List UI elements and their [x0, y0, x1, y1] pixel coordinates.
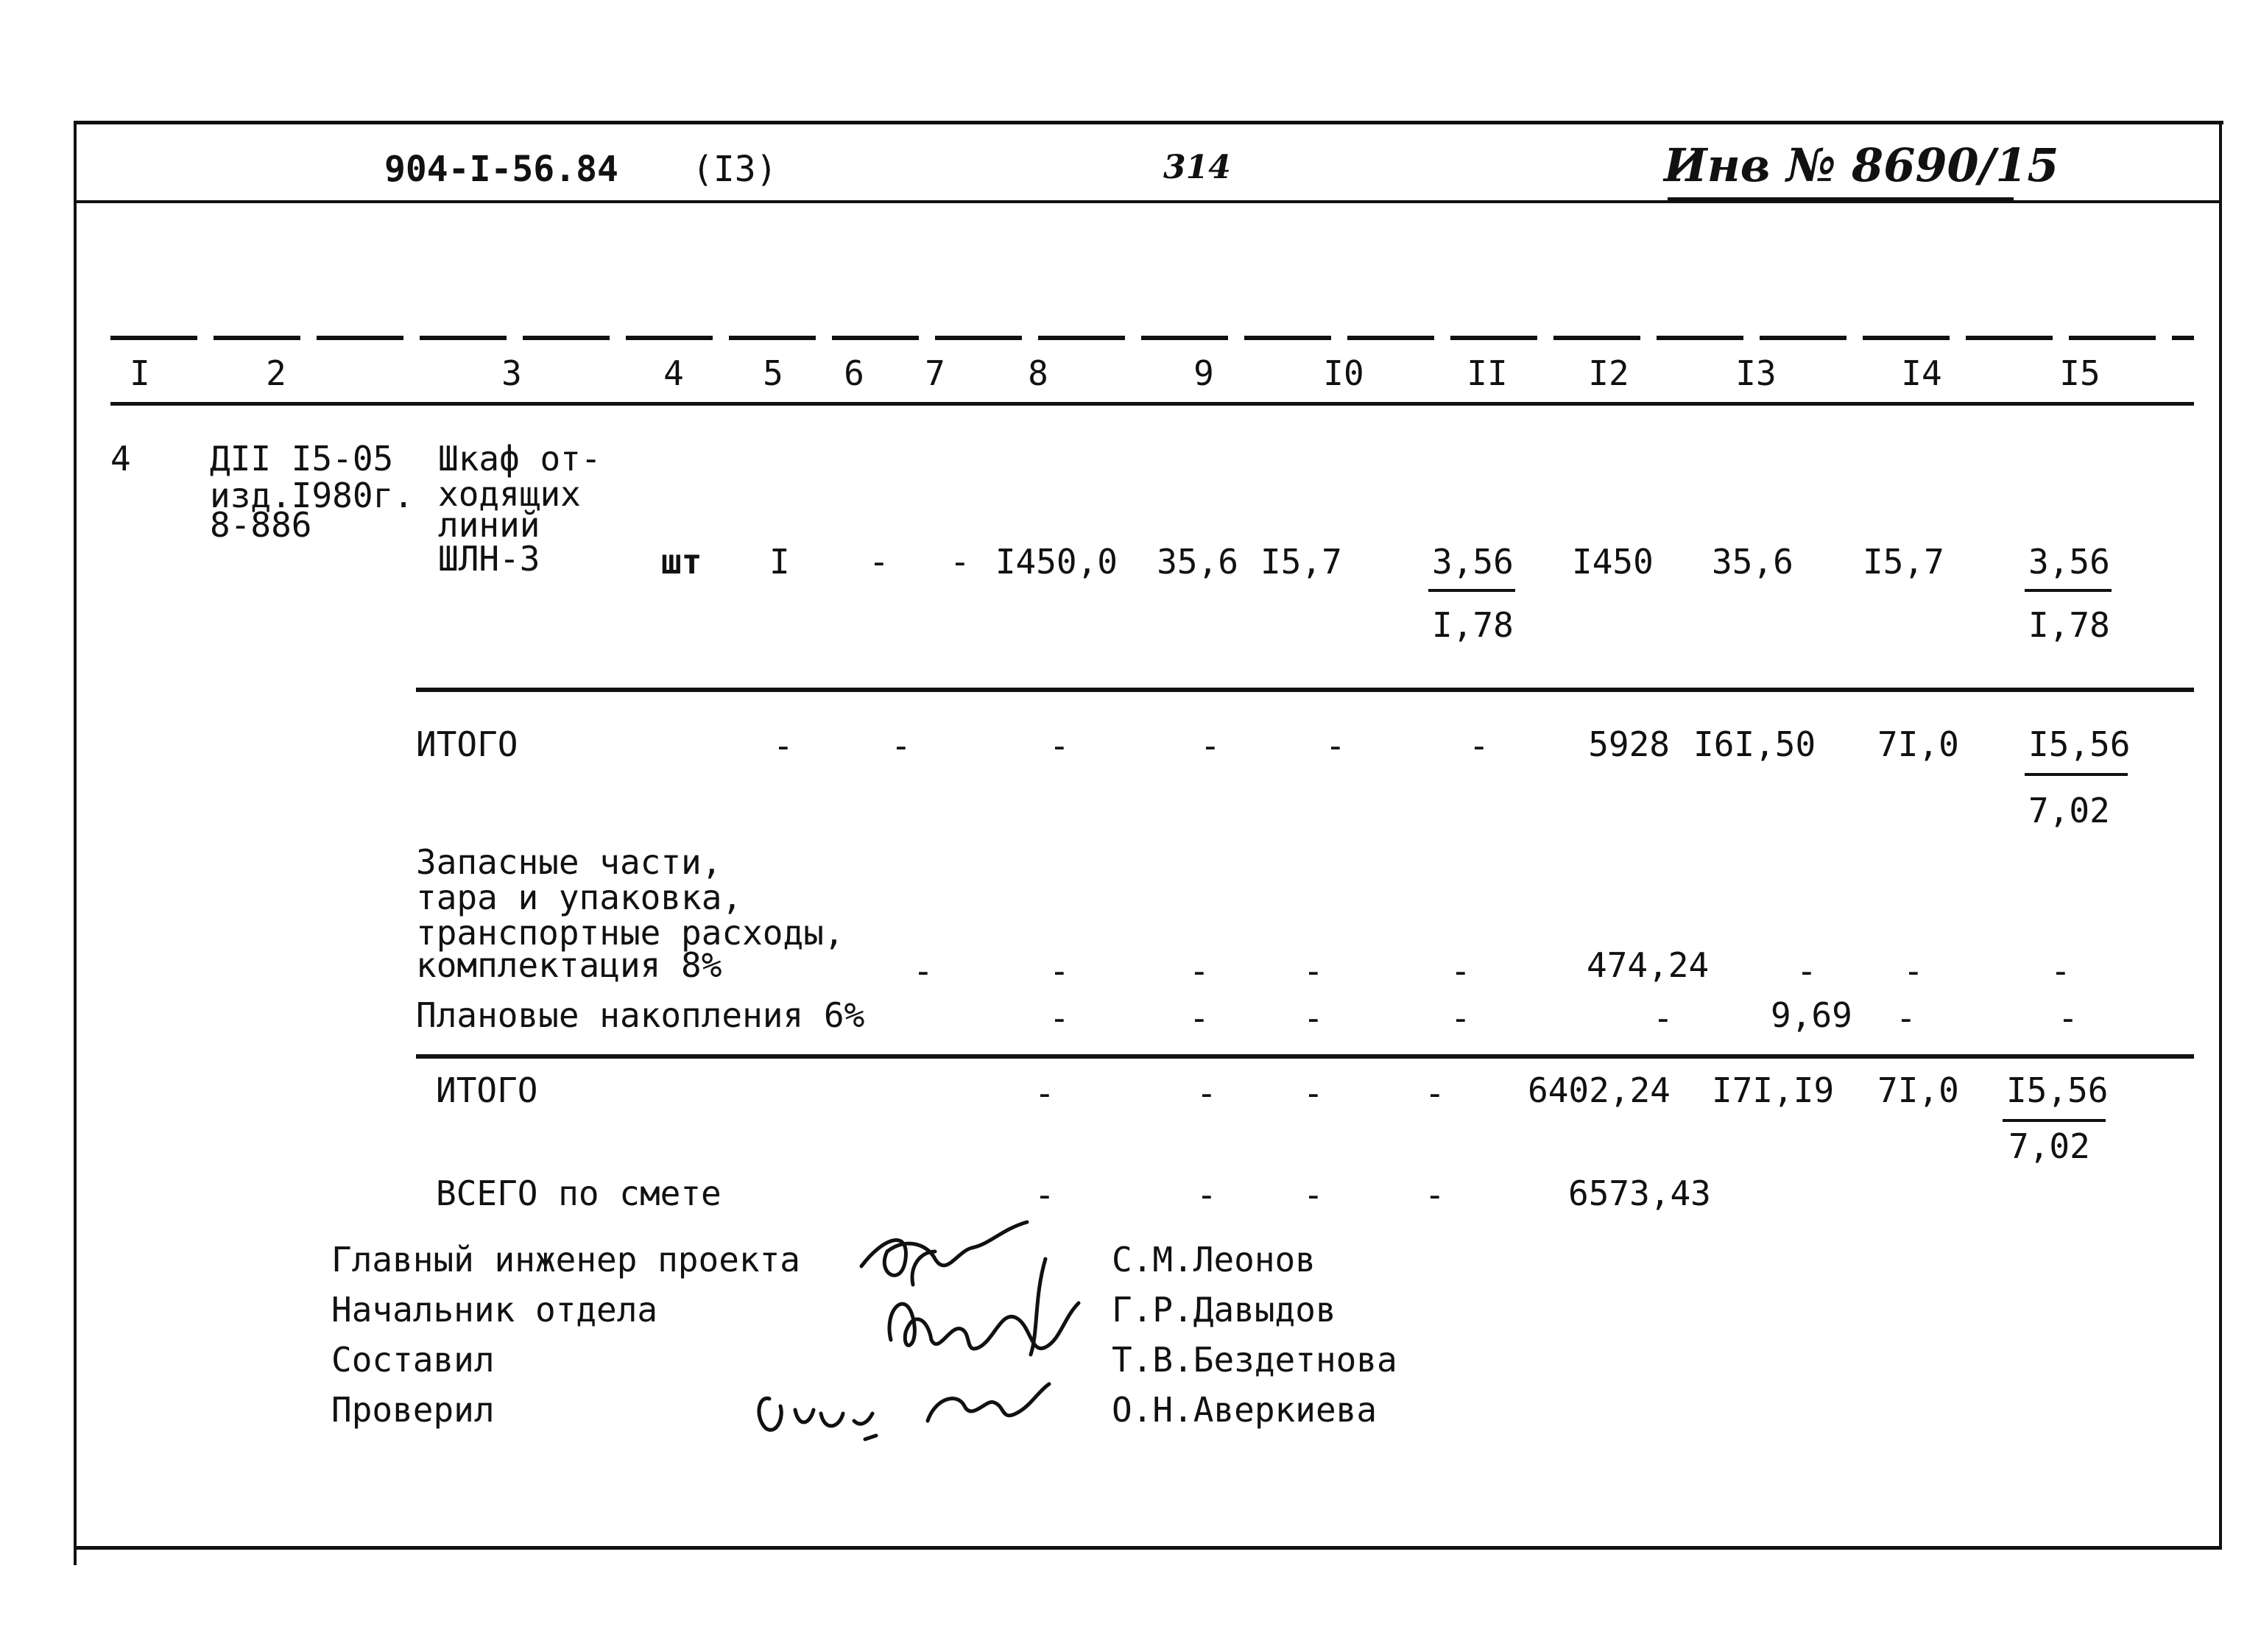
sig-role-4: Проверил [331, 1390, 495, 1430]
item-code-1: ДII I5-05 [210, 439, 394, 479]
item-code-2: изд.I980г. [210, 476, 414, 515]
col-header-bottom-rule [110, 402, 2194, 406]
item-unit: шт [661, 542, 702, 582]
planned-c12: - [1653, 998, 1673, 1038]
row-divider-1 [416, 688, 2194, 692]
signature-leonov [861, 1222, 1027, 1285]
part-number: (I3) [692, 149, 777, 190]
inventory-underline [1668, 197, 2014, 200]
spare-c11: - [1450, 951, 1471, 991]
total1-c14: 7I,0 [1877, 724, 1959, 764]
total1-c15-bottom: 7,02 [2028, 791, 2110, 830]
grand-c11: - [1425, 1175, 1445, 1215]
item-c10: I5,7 [1260, 542, 1342, 582]
grand-c12: 6573,43 [1568, 1173, 1711, 1213]
sig-name-1: С.М.Леонов [1112, 1240, 1316, 1279]
col-6: 6 [844, 353, 864, 393]
col-12: I2 [1588, 353, 1629, 393]
spare-c10: - [1303, 951, 1324, 991]
col-header-dashline [110, 336, 2194, 340]
spare-c12: 474,24 [1587, 945, 1710, 985]
total1-label: ИТОГО [416, 724, 518, 764]
item-number: 4 [110, 439, 131, 479]
item-c11-bottom: I,78 [1432, 605, 1514, 645]
col-3: 3 [501, 353, 522, 393]
signature-bezdetnova [928, 1384, 1049, 1421]
total2-c13: I7I,I9 [1712, 1070, 1835, 1110]
item-code-3: 8-886 [210, 505, 312, 545]
total1-c15-fraction [2025, 773, 2128, 776]
col-2: 2 [266, 353, 286, 393]
signature-davydov [889, 1259, 1079, 1355]
col-13: I3 [1735, 353, 1777, 393]
total1-c6: - [891, 726, 911, 766]
item-name-3: линий [438, 505, 540, 545]
total2-c10: - [1303, 1073, 1324, 1113]
frame-right [2219, 121, 2222, 1549]
item-c11-fraction [1428, 589, 1515, 592]
item-c13: 35,6 [1712, 542, 1793, 582]
grand-label: ВСЕГО по смете [436, 1173, 722, 1213]
item-c8: I450,0 [995, 542, 1118, 582]
col-15: I5 [2059, 353, 2100, 393]
total2-c15-top: I5,56 [2006, 1070, 2109, 1110]
sig-name-3: Т.В.Бездетнова [1112, 1340, 1397, 1380]
planned-c14: - [1896, 998, 1916, 1038]
spare-c13: - [1796, 951, 1817, 991]
total2-c15-bottom: 7,02 [2008, 1126, 2090, 1166]
item-c12: I450 [1572, 542, 1654, 582]
total2-label: ИТОГО [436, 1070, 538, 1110]
col-9: 9 [1193, 353, 1214, 393]
item-c9: 35,6 [1157, 542, 1238, 582]
col-1: I [130, 353, 150, 393]
sig-role-1: Главный инженер проекта [331, 1240, 800, 1279]
item-name-4: ШЛН-3 [438, 539, 540, 579]
total1-c5: - [773, 726, 794, 766]
spare-c14: - [1903, 951, 1924, 991]
total1-c9: - [1200, 726, 1221, 766]
page-number: 314 [1163, 149, 1231, 186]
handwritten-signatures [736, 1207, 1119, 1458]
total2-c15-fraction [2003, 1119, 2106, 1122]
col-4: 4 [663, 353, 684, 393]
grand-c8: - [1034, 1175, 1055, 1215]
sig-role-3: Составил [331, 1340, 495, 1380]
spare-label-1: Запасные части, [416, 842, 722, 882]
grand-c10: - [1303, 1175, 1324, 1215]
frame-top [74, 121, 2223, 124]
inventory-number: Инв № 8690/15 [1664, 138, 2059, 192]
total2-c11: - [1425, 1073, 1445, 1113]
col-14: I4 [1901, 353, 1942, 393]
total2-c12: 6402,24 [1528, 1070, 1671, 1110]
frame-bottom [74, 1546, 2222, 1550]
signature-averkieva [759, 1398, 876, 1439]
total2-c14: 7I,0 [1877, 1070, 1959, 1110]
sig-name-2: Г.Р.Давыдов [1112, 1290, 1336, 1330]
total1-c12: 5928 [1588, 724, 1670, 764]
col-7: 7 [925, 353, 945, 393]
total1-c10: - [1325, 726, 1346, 766]
col-5: 5 [763, 353, 783, 393]
item-c6: - [869, 542, 889, 582]
item-qty: I [769, 542, 790, 582]
item-name-2: ходящих [438, 474, 581, 514]
item-c7: - [950, 542, 970, 582]
total1-c15-top: I5,56 [2028, 724, 2131, 764]
doc-code: 904-I-56.84 [384, 149, 618, 190]
total2-c8: - [1034, 1073, 1055, 1113]
total1-c8: - [1049, 726, 1070, 766]
planned-c10: - [1303, 998, 1324, 1038]
item-c14: I5,7 [1863, 542, 1944, 582]
header-divider [74, 200, 2222, 203]
planned-c9: - [1189, 998, 1210, 1038]
spare-c15: - [2050, 951, 2071, 991]
planned-c15: - [2058, 998, 2078, 1038]
col-8: 8 [1028, 353, 1048, 393]
planned-label: Плановые накопления 6% [416, 995, 865, 1035]
col-11: II [1467, 353, 1508, 393]
spare-c8: - [1049, 951, 1070, 991]
col-10: I0 [1323, 353, 1364, 393]
spare-c9: - [1189, 951, 1210, 991]
sig-name-4: О.Н.Аверкиева [1112, 1390, 1378, 1430]
spare-label-2: тара и упаковка, [416, 878, 743, 917]
total1-c13: I6I,50 [1693, 724, 1816, 764]
planned-c8: - [1049, 998, 1070, 1038]
total1-c11: - [1469, 726, 1489, 766]
spare-label-4: комплектация 8% [416, 945, 722, 985]
planned-c13: 9,69 [1771, 995, 1852, 1035]
spare-c7: - [913, 951, 934, 991]
item-c11-top: 3,56 [1432, 542, 1514, 582]
row-divider-2 [416, 1054, 2194, 1059]
item-c15-fraction [2025, 589, 2112, 592]
frame-left [74, 121, 77, 1565]
grand-c9: - [1196, 1175, 1217, 1215]
spare-label-3: транспортные расходы, [416, 913, 844, 953]
sig-role-2: Начальник отдела [331, 1290, 658, 1330]
item-name-1: Шкаф от- [438, 439, 602, 479]
item-c15-bottom: I,78 [2028, 605, 2110, 645]
total2-c9: - [1196, 1073, 1217, 1113]
item-c15-top: 3,56 [2028, 542, 2110, 582]
planned-c11: - [1450, 998, 1471, 1038]
